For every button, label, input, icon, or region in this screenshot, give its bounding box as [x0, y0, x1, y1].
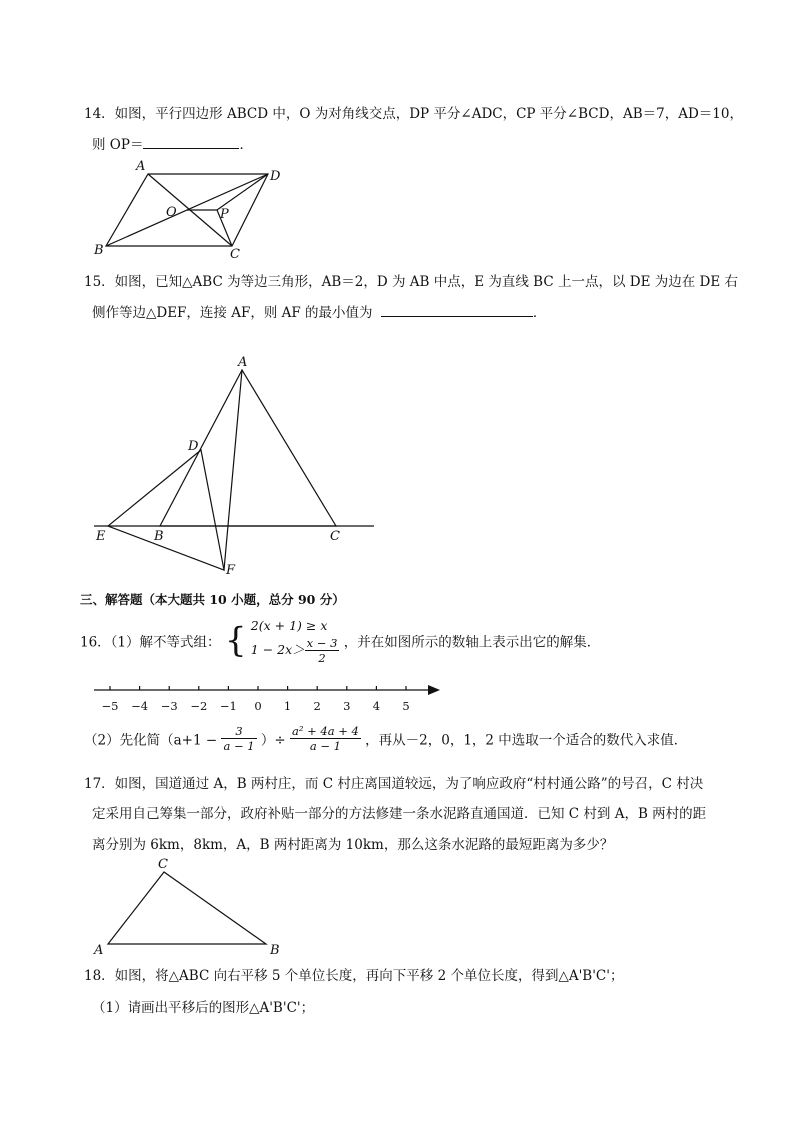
label-f: F [226, 563, 236, 578]
q16-part2 [84, 724, 687, 753]
inequality-2-fraction [305, 636, 340, 665]
inequality-2-left: 1 − 2x＞ [250, 642, 305, 657]
q14-parallelogram-figure [88, 158, 298, 262]
q14-answer-blank[interactable] [143, 134, 239, 149]
label-e: E [96, 529, 106, 544]
q14-line1: 14．如图，平行四边形 ABCD 中，O 为对角线交点，DP 平分∠ADC，CP 平分∠BCD，AB＝7，AD＝10， [84, 106, 743, 122]
axis-tick-label: −2 [190, 699, 208, 713]
label-a: A [136, 159, 146, 174]
part2-tail: ，再从－2，0，1，2 中选取一个适合的数代入求值． [365, 732, 688, 749]
fraction-numerator: a² + 4a + 4 [291, 724, 359, 738]
axis-tick-label: −1 [219, 699, 237, 713]
segment-dp [217, 174, 268, 210]
axis-tick-label: 5 [402, 699, 410, 713]
label-b: B [154, 529, 164, 544]
fraction-denominator: a − 1 [309, 739, 341, 753]
q17-line2: 定采用自己筹集一部分，政府补贴一部分的方法修建一条水泥路直通国道．已知 C 村到 A，B 两村的距 [92, 806, 707, 822]
fraction-numerator: x − 3 [306, 636, 338, 650]
q16-number: 16．（1）解不等式组： [80, 634, 221, 651]
label-d: D [270, 169, 281, 184]
axis-tick-label: −5 [101, 699, 119, 713]
q14-line2-prefix: 则 OP＝ [92, 137, 144, 153]
q15-triangle-figure [88, 356, 388, 580]
axis-tick-label: 0 [254, 699, 262, 713]
part2-fraction-1 [221, 724, 256, 753]
triangle-abc [108, 872, 266, 944]
part2-fraction-2 [290, 724, 361, 753]
axis-arrow [428, 685, 440, 695]
q14-line2-suffix: ． [239, 137, 253, 153]
q14-line2 [92, 133, 253, 153]
axis-tick-label: 1 [283, 699, 292, 713]
label-a: A [94, 943, 104, 956]
fraction-denominator: a − 1 [223, 739, 255, 753]
q15-line2-suffix: ． [532, 305, 547, 321]
label-o: O [166, 205, 177, 220]
q17-triangle-figure [90, 856, 290, 956]
q16-tail: ，并在如图所示的数轴上表示出它的解集． [343, 634, 601, 651]
q15-line1: 15．如图，已知△ABC 为等边三角形，AB＝2，D 为 AB 中点，E 为直线 BC 上一点，以 DE 为边在 DE 右 [84, 274, 738, 290]
fraction-numerator: 3 [221, 724, 256, 739]
q15-line2 [92, 301, 546, 321]
axis-tick-label: 4 [372, 699, 381, 713]
part2-prefix: （2）先化简（a+1 − [84, 732, 218, 749]
label-b: B [94, 243, 104, 258]
q16-part1 [80, 616, 600, 665]
inequality-1: 2(x + 1) ≥ x [250, 618, 328, 633]
axis-tick-label: 2 [313, 699, 321, 713]
label-d: D [188, 439, 199, 454]
label-b: B [270, 943, 280, 956]
axis-tick-label: −3 [160, 699, 178, 713]
number-line [92, 680, 442, 714]
label-c: C [230, 247, 240, 262]
q17-line1: 17．如图，国道通过 A，B 两村庄，而 C 村庄离国道较远，为了响应政府“村村通公路”的号召，C 村决 [84, 776, 704, 792]
q17-line3: 离分别为 6km，8km，A，B 两村距离为 10km，那么这条水泥路的最短距离为多少？ [92, 837, 614, 853]
axis-tick-label: 3 [343, 699, 351, 713]
q18-line1: 18．如图，将△ABC 向右平移 5 个单位长度，再向下平移 2 个单位长度，得到△A'B'C'； [84, 968, 624, 984]
label-p: P [220, 207, 229, 222]
fraction-denominator: 2 [318, 651, 326, 665]
q15-line2-prefix: 侧作等边△DEF，连接 AF，则 AF 的最小值为 [92, 305, 373, 321]
label-a: A [238, 356, 248, 370]
axis-tick-label: −4 [131, 699, 149, 713]
section-header: 三、解答题（本大题共 10 小题，总分 90 分） [80, 592, 345, 607]
brace: { [224, 620, 247, 661]
part2-divide: ）÷ [260, 732, 286, 749]
q15-answer-blank[interactable] [381, 302, 533, 317]
q18-line2: （1）请画出平移后的图形△A'B'C'； [92, 1000, 315, 1016]
label-c: C [330, 529, 340, 544]
label-c: C [158, 857, 168, 872]
triangle-abc [160, 370, 336, 526]
triangle-def [108, 450, 224, 570]
